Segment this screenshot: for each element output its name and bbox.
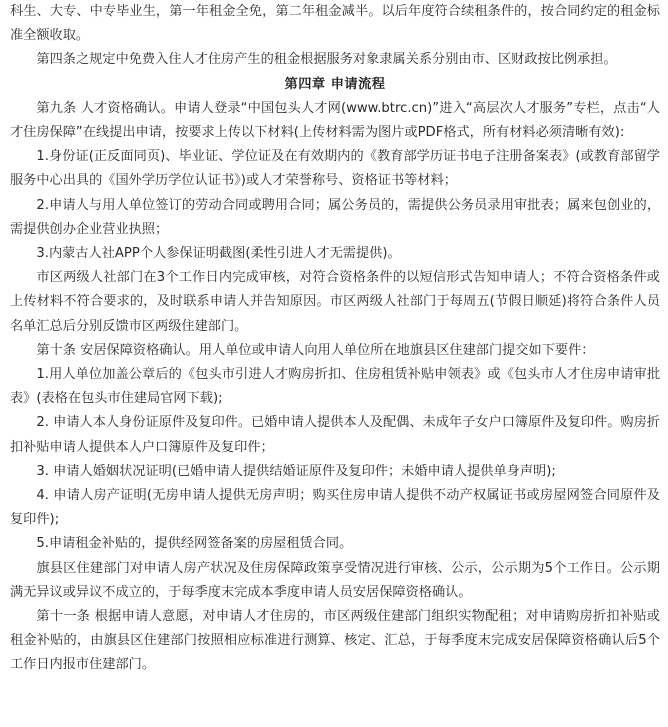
paragraph-article-10-item-2: 2. 申请人本人身份证原件及复印件。已婚申请人提供本人及配偶、未成年子女户口簿原件及复印件。购房折扣补贴申请人提供本人户口簿原件及复印件； [10, 415, 660, 455]
paragraph-article-10-item-1: 1.用人单位加盖公章后的《包头市引进人才购房折扣、住房租赁补贴申领表》或《包头市人才住房申请审批表》(表格在包头市住建局官网下载); [10, 367, 660, 407]
paragraph-article-9: 第九条 人才资格确认。申请人登录“中国包头人才网(www.btrc.cn)”进入“高层次人才服务”专栏，点击“人才住房保障”在线提出申请，按要求上传以下材料(上传材料需为图片或PDF格式，所有材料必须清晰有效): [10, 100, 660, 141]
paragraph-article-10-item-3: 3. 申请人婚姻状况证明(已婚申请人提供结婚证原件及复印件；未婚申请人提供单身声明); [36, 463, 556, 479]
paragraph-article-11: 第十一条 根据申请人意愿，对申请人才住房的，市区两级住建部门组织实物配租；对申请购房折扣补贴或租金补贴的，由旗县区住建部门按照相应标准进行测算、核定、汇总，于每季度末完成安居保障资格确认后5个工作日内报市住建部门。 [10, 609, 660, 673]
chapter-title: 第四章 申请流程 [284, 76, 386, 92]
paragraph-article-9-item-1: 1.身份证(正反面同页)、毕业证、学位证及在有效期内的《教育部学历证书电子注册备案表》(或教育部留学服务中心出具的《国外学历学位认证书》)或人才荣誉称号、资格证书等材料； [10, 149, 660, 189]
paragraph-article-10-item-4: 4. 申请人房产证明(无房申请人提供无房声明；购买住房申请人提供不动产权属证书或房屋网签合同原件及复印件); [10, 488, 660, 528]
paragraph-continued: 科生、大专、中专毕业生，第一年租金全免，第二年租金减半。以后年度符合续租条件的，按合同约定的租金标准全额收取。 [10, 4, 660, 44]
paragraph-article-10-review: 旗县区住建部门对申请人房产状况及住房保障政策享受情况进行审核、公示，公示期为5个工作日。公示期满无异议或异议不成立的，于每季度末完成本季度申请人员安居保障资格确认。 [10, 560, 660, 600]
paragraph-article-10-item-5: 5.申请租金补贴的，提供经网签备案的房屋租赁合同。 [36, 536, 353, 552]
paragraph-article-9-item-2: 2.申请人与用人单位签订的劳动合同或聘用合同；属公务员的，需提供公务员录用审批表；属来包创业的，需提供创办企业营业执照； [10, 197, 660, 237]
paragraph-article-9-review: 市区两级人社部门在3个工作日内完成审核，对符合资格条件的以短信形式告知申请人；不符合资格条件或上传材料不符合要求的，及时联系申请人并告知原因。市区两级人社部门于每周五(节假日顺延)将符合条件人员名单汇总后分别反馈市区两级住建部门。 [10, 270, 660, 334]
paragraph-article-10: 第十条 安居保障资格确认。用人单位或申请人向用人单位所在地旗县区住建部门提交如下要件： [36, 342, 595, 358]
paragraph-article-8-funding: 第四条之规定中免费入住人才住房产生的租金根据服务对象隶属关系分别由市、区财政按比例承担。 [36, 52, 617, 68]
paragraph-article-9-item-3: 3.内蒙古人社APP个人参保证明截图(柔性引进人才无需提供)。 [36, 246, 401, 262]
